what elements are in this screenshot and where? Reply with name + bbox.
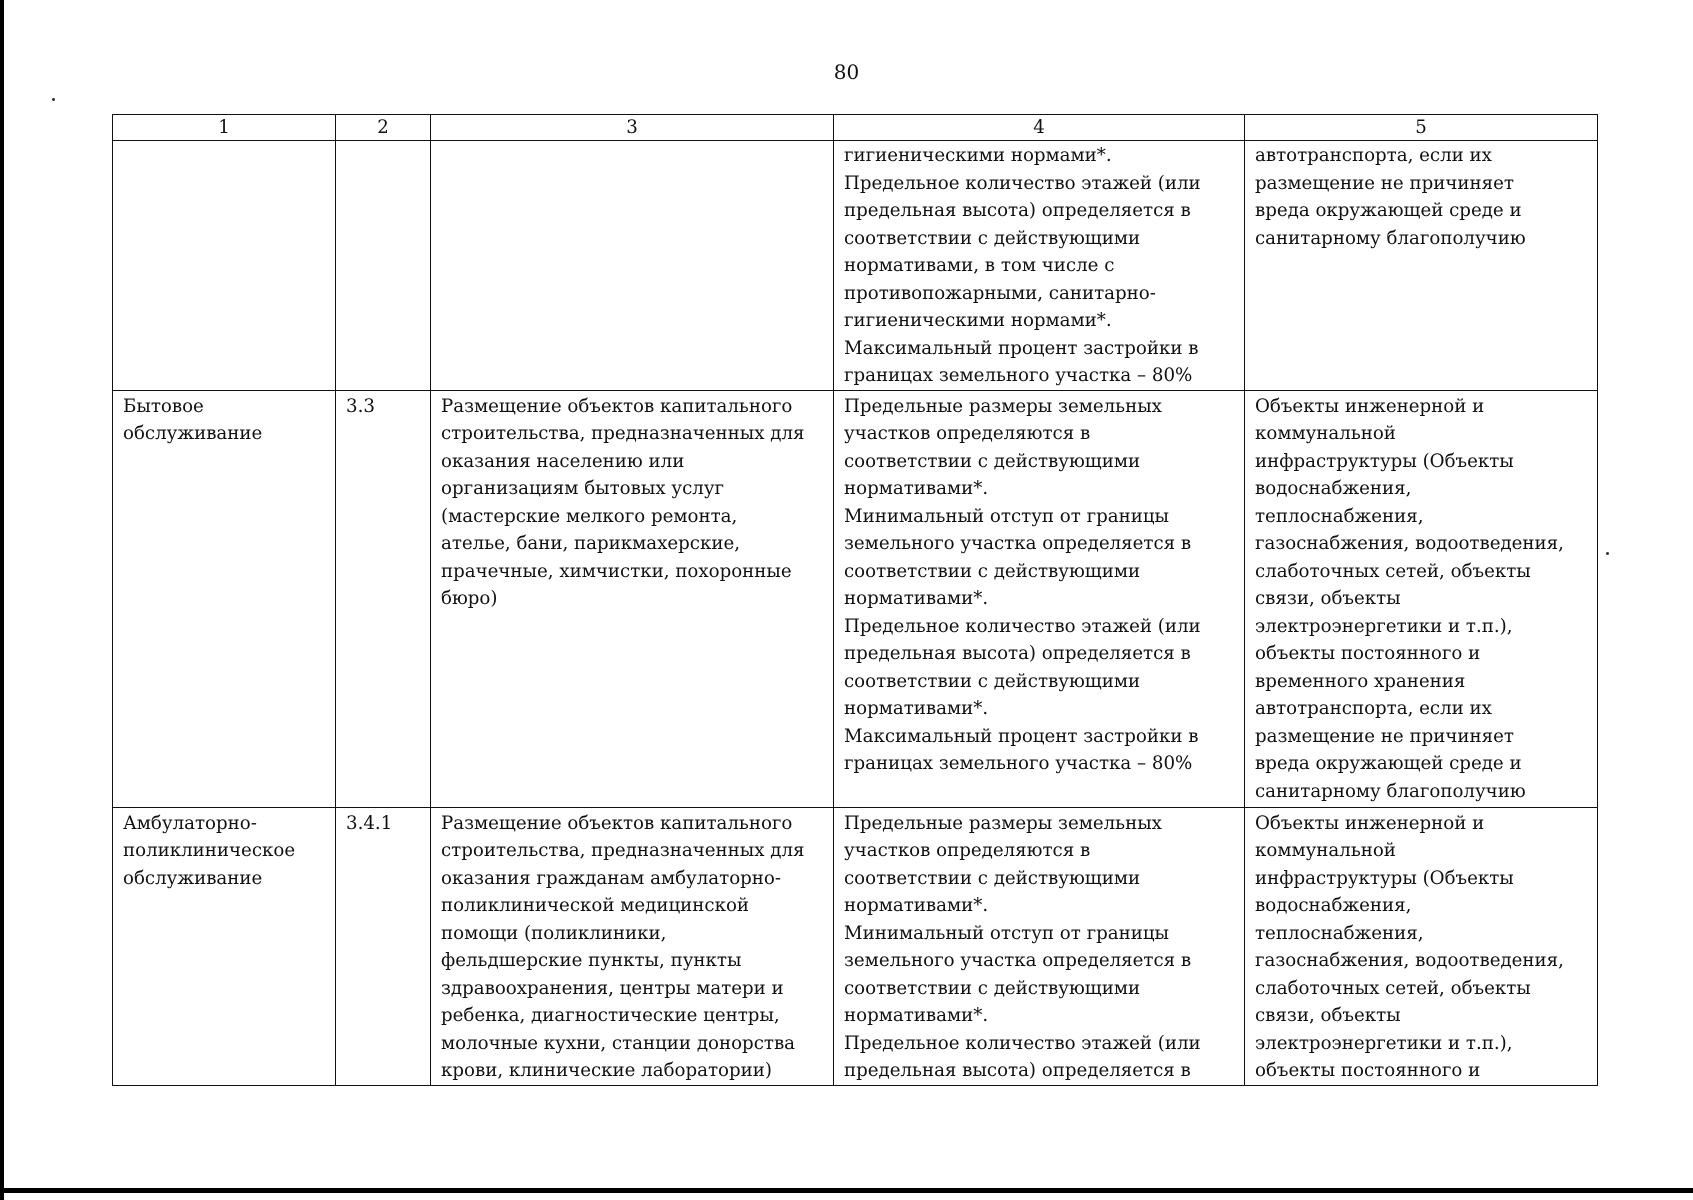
scan-left-border: [0, 0, 4, 1200]
row-name: Бытовое обслуживание: [123, 395, 263, 444]
scan-bottom-border: [0, 1188, 1693, 1193]
row-name-cell: [113, 807, 336, 1085]
row-code-cell: [336, 807, 431, 1085]
table-row: [113, 807, 1598, 1085]
row-auxiliary: автотранспорта, если их размещение не причиняет вреда окружающей среде и санитарному благополучию: [1255, 145, 1526, 249]
header-cell-4: 4: [834, 115, 1245, 141]
row-auxiliary-cell: [1245, 390, 1598, 807]
row-description: Размещение объектов капитального строительства, предназначенных для оказания населению или организациям бытовых услуг (мастерские мелкого ремонта, ателье, бани, парикмахерские, прачечные, химчистки, похоронные бюро): [441, 395, 805, 609]
page-number: 80: [833, 60, 860, 84]
row-description-cell: [431, 141, 834, 391]
row-auxiliary-cell: [1245, 807, 1598, 1085]
row-parameters-cell: [834, 141, 1245, 391]
header-cell-1: 1: [113, 115, 336, 141]
row-parameters-cell: [834, 390, 1245, 807]
table-header-row: [113, 115, 1598, 141]
table-row: [113, 390, 1598, 807]
table-row: [113, 141, 1598, 391]
header-cell-2: 2: [336, 115, 431, 141]
row-name-cell: [113, 390, 336, 807]
header-cell-5: 5: [1245, 115, 1598, 141]
row-auxiliary: Объекты инженерной и коммунальной инфраструктуры (Объекты водоснабжения, теплоснабжения, газоснабжения, водоотведения, слаботочных сетей, объекты связи, объекты электроэнергетики и т.п.), объекты постоянного и временного хранения автотранспорта, если их размещение не причиняет вреда окружающей среде и санитарному благополучию: [1255, 395, 1564, 802]
row-parameters: гигиеническими нормами*. Предельное количество этажей (или предельная высота) определяется в соответствии с действующими нормативами, в том числе с противопожарными, санитарно- гигиеническими нормами*. Максимальный процент застройки в границах земельного участка – 80%: [844, 145, 1201, 386]
land-use-table: [112, 114, 1598, 1086]
row-code: 3.4.1: [346, 812, 393, 834]
row-code-cell: [336, 141, 431, 391]
row-parameters-cell: [834, 807, 1245, 1085]
scan-speck: [52, 98, 55, 101]
row-auxiliary-cell: [1245, 141, 1598, 391]
row-description-cell: [431, 390, 834, 807]
row-auxiliary: Объекты инженерной и коммунальной инфраструктуры (Объекты водоснабжения, теплоснабжения, газоснабжения, водоотведения, слаботочных сетей, объекты связи, объекты электроэнергетики и т.п.), объекты постоянного и: [1255, 812, 1564, 1081]
row-code: 3.3: [346, 395, 375, 417]
header-cell-3: 3: [431, 115, 834, 141]
scan-speck: [1606, 552, 1609, 555]
row-parameters: Предельные размеры земельных участков определяются в соответствии с действующими нормативами*. Минимальный отступ от границы земельного участка определяется в соответствии с действующими нормативами*. Предельное количество этажей (или предельная высота) определяется в: [844, 812, 1201, 1081]
row-description-cell: [431, 807, 834, 1085]
row-code-cell: [336, 390, 431, 807]
row-name: Амбулаторно- поликлиническое обслуживание: [123, 812, 296, 889]
row-parameters: Предельные размеры земельных участков определяются в соответствии с действующими нормативами*. Минимальный отступ от границы земельного участка определяется в соответствии с действующими нормативами*. Предельное количество этажей (или предельная высота) определяется в соответствии с действующими нормативами*. Максимальный процент застройки в границах земельного участка – 80%: [844, 395, 1201, 774]
row-description: Размещение объектов капитального строительства, предназначенных для оказания гражданам амбулаторно- поликлинической медицинской помощи (поликлиники, фельдшерские пункты, пункты здравоохранения, центры матери и ребенка, диагностические центры, молочные кухни, станции донорства крови, клинические лаборатории): [441, 812, 805, 1081]
row-name-cell: [113, 141, 336, 391]
